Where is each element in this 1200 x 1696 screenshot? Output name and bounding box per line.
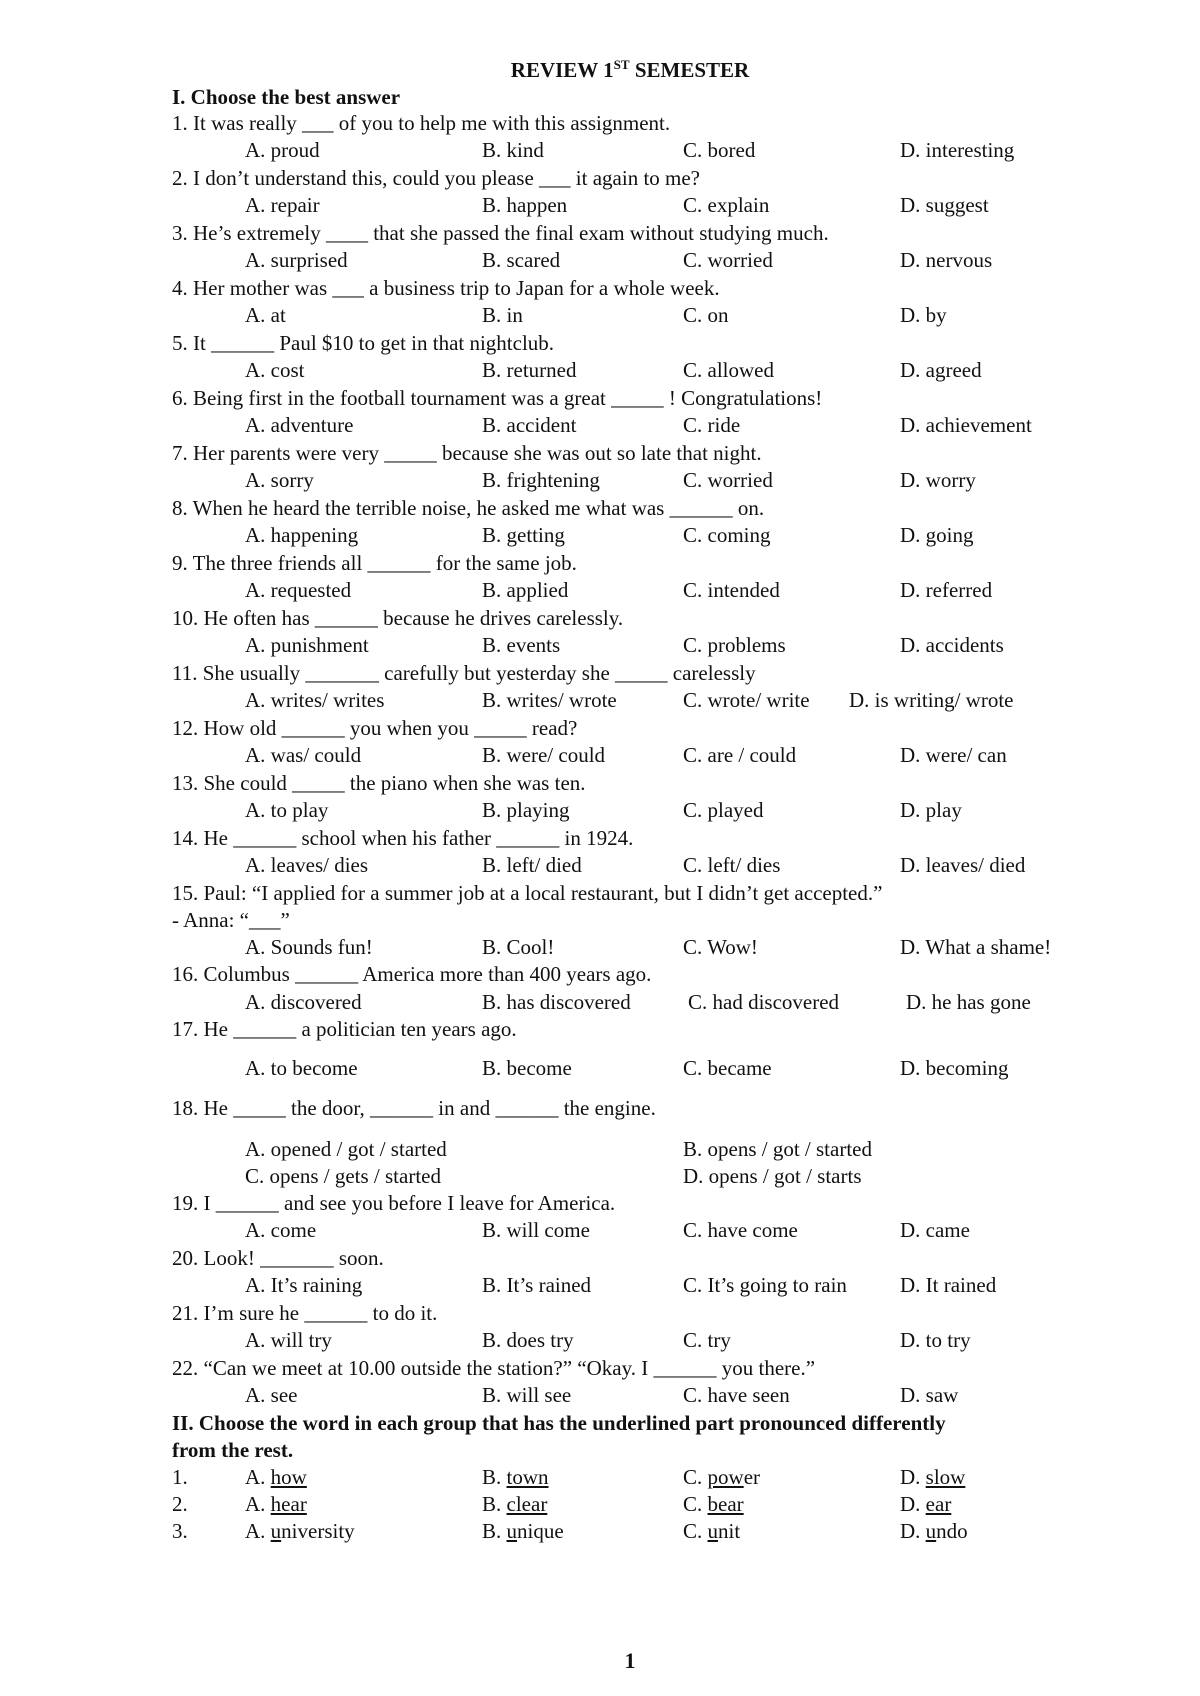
q6-option-b: B. accident (482, 413, 577, 437)
q2-option-d: D. suggest (900, 193, 989, 217)
section-2-heading: II. Choose the word in each group that has the underlined part pronounced differently (172, 1411, 946, 1435)
q15-option-d: D. What a shame! (900, 935, 1052, 959)
q2-option-a: A. repair (245, 193, 320, 217)
q3-option-c: C. worried (683, 248, 773, 272)
q21-option-c: C. try (683, 1328, 731, 1352)
q12-option-a: A. was/ could (245, 743, 362, 767)
pron-row-1-number: 1. (172, 1465, 188, 1489)
question-5: 5. It ______ Paul $10 to get in that nightclub. (172, 331, 555, 355)
question-15-reply: - Anna: “___” (172, 908, 290, 932)
q5-option-c: C. allowed (683, 358, 774, 382)
q10-option-c: C. problems (683, 633, 786, 657)
q19-option-d: D. came (900, 1218, 970, 1242)
q17-option-b: B. become (482, 1056, 572, 1080)
q5-option-b: B. returned (482, 358, 577, 382)
q5-option-a: A. cost (245, 358, 305, 382)
q2-option-c: C. explain (683, 193, 770, 217)
q1-option-b: B. kind (482, 138, 544, 162)
question-18: 18. He _____ the door, ______ in and ______ the engine. (172, 1096, 656, 1120)
q11-option-d: D. is writing/ wrote (849, 688, 1014, 712)
q15-option-a: A. Sounds fun! (245, 935, 373, 959)
q18-option-a: A. opened / got / started (245, 1137, 447, 1161)
q18-option-c: C. opens / gets / started (245, 1164, 441, 1188)
q12-option-d: D. were/ can (900, 743, 1007, 767)
page-number: 1 (624, 1648, 636, 1673)
q9-option-d: D. referred (900, 578, 993, 602)
question-6: 6. Being first in the football tournament was a great _____ ! Congratulations! (172, 386, 823, 410)
q7-option-b: B. frightening (482, 468, 600, 492)
q8-option-b: B. getting (482, 523, 565, 547)
pron-row-3-number: 3. (172, 1519, 188, 1543)
question-3: 3. He’s extremely ____ that she passed the final exam without studying much. (172, 221, 829, 245)
q11-option-a: A. writes/ writes (245, 688, 385, 712)
question-22: 22. “Can we meet at 10.00 outside the station?” “Okay. I ______ you there.” (172, 1356, 816, 1380)
q9-option-b: B. applied (482, 578, 569, 602)
q9-option-a: A. requested (245, 578, 352, 602)
pron-1-option-b: B. town (482, 1465, 549, 1489)
question-8: 8. When he heard the terrible noise, he asked me what was ______ on. (172, 496, 765, 520)
pron-row-2-number: 2. (172, 1492, 188, 1516)
q10-option-d: D. accidents (900, 633, 1004, 657)
q17-option-d: D. becoming (900, 1056, 1009, 1080)
q4-option-d: D. by (900, 303, 947, 327)
q11-option-c: C. wrote/ write (683, 688, 810, 712)
title-text: REVIEW 1 (510, 58, 614, 82)
q17-option-c: C. became (683, 1056, 772, 1080)
q22-option-a: A. see (245, 1383, 298, 1407)
q13-option-c: C. played (683, 798, 764, 822)
question-19: 19. I ______ and see you before I leave for America. (172, 1191, 616, 1215)
q19-option-b: B. will come (482, 1218, 590, 1242)
pron-2-option-b: B. clear (482, 1492, 548, 1516)
q11-option-b: B. writes/ wrote (482, 688, 617, 712)
q3-option-d: D. nervous (900, 248, 993, 272)
question-14: 14. He ______ school when his father ______ in 1924. (172, 826, 634, 850)
question-1: 1. It was really ___ of you to help me with this assignment. (172, 111, 671, 135)
q12-option-b: B. were/ could (482, 743, 606, 767)
q15-option-b: B. Cool! (482, 935, 555, 959)
question-4: 4. Her mother was ___ a business trip to Japan for a whole week. (172, 276, 720, 300)
q9-option-c: C. intended (683, 578, 780, 602)
pron-3-option-d: D. undo (900, 1519, 968, 1543)
q22-option-c: C. have seen (683, 1383, 790, 1407)
q4-option-a: A. at (245, 303, 286, 327)
question-12: 12. How old ______ you when you _____ read? (172, 716, 578, 740)
q6-option-d: D. achievement (900, 413, 1032, 437)
q5-option-d: D. agreed (900, 358, 982, 382)
q17-option-a: A. to become (245, 1056, 358, 1080)
q13-option-d: D. play (900, 798, 962, 822)
q13-option-b: B. playing (482, 798, 570, 822)
q3-option-a: A. surprised (245, 248, 348, 272)
pron-1-option-d: D. slow (900, 1465, 966, 1489)
pron-2-option-a: A. hear (245, 1492, 307, 1516)
question-2: 2. I don’t understand this, could you please ___ it again to me? (172, 166, 701, 190)
question-16: 16. Columbus ______ America more than 400 years ago. (172, 962, 652, 986)
q1-option-d: D. interesting (900, 138, 1015, 162)
q14-option-d: D. leaves/ died (900, 853, 1026, 877)
q7-option-c: C. worried (683, 468, 773, 492)
q8-option-c: C. coming (683, 523, 771, 547)
q20-option-b: B. It’s rained (482, 1273, 592, 1297)
question-13: 13. She could _____ the piano when she was ten. (172, 771, 586, 795)
q18-option-b: B. opens / got / started (683, 1137, 872, 1161)
q16-option-a: A. discovered (245, 990, 362, 1014)
q16-option-b: B. has discovered (482, 990, 631, 1014)
section-2-heading-cont: from the rest. (172, 1438, 294, 1462)
q21-option-a: A. will try (245, 1328, 332, 1352)
pron-2-option-d: D. ear (900, 1492, 952, 1516)
q6-option-a: A. adventure (245, 413, 354, 437)
q14-option-b: B. left/ died (482, 853, 582, 877)
q21-option-d: D. to try (900, 1328, 971, 1352)
q18-option-d: D. opens / got / starts (683, 1164, 862, 1188)
q20-option-d: D. It rained (900, 1273, 997, 1297)
question-11: 11. She usually _______ carefully but yesterday she _____ carelessly (172, 661, 756, 685)
q7-option-a: A. sorry (245, 468, 314, 492)
q19-option-c: C. have come (683, 1218, 798, 1242)
q16-option-c: C. had discovered (688, 990, 840, 1014)
section-1-heading: I. Choose the best answer (172, 85, 401, 109)
q2-option-b: B. happen (482, 193, 568, 217)
question-17: 17. He ______ a politician ten years ago. (172, 1017, 517, 1041)
pron-1-option-c: C. power (683, 1465, 761, 1489)
question-7: 7. Her parents were very _____ because she was out so late that night. (172, 441, 762, 465)
q12-option-c: C. are / could (683, 743, 797, 767)
q13-option-a: A. to play (245, 798, 329, 822)
q4-option-c: C. on (683, 303, 729, 327)
question-20: 20. Look! _______ soon. (172, 1246, 384, 1270)
q20-option-c: C. It’s going to rain (683, 1273, 847, 1297)
q22-option-b: B. will see (482, 1383, 572, 1407)
q10-option-a: A. punishment (245, 633, 369, 657)
question-21: 21. I’m sure he ______ to do it. (172, 1301, 438, 1325)
q22-option-d: D. saw (900, 1383, 959, 1407)
q20-option-a: A. It’s raining (245, 1273, 363, 1297)
question-15: 15. Paul: “I applied for a summer job at a local restaurant, but I didn’t get accepted.” (172, 881, 883, 905)
q14-option-a: A. leaves/ dies (245, 853, 369, 877)
q1-option-c: C. bored (683, 138, 756, 162)
q8-option-a: A. happening (245, 523, 359, 547)
q16-option-d: D. he has gone (906, 990, 1031, 1014)
q21-option-b: B. does try (482, 1328, 574, 1352)
q4-option-b: B. in (482, 303, 523, 327)
page-title (0, 57, 1200, 83)
title-superscript: ST (613, 57, 630, 72)
question-10: 10. He often has ______ because he drives carelessly. (172, 606, 624, 630)
q6-option-c: C. ride (683, 413, 741, 437)
pron-2-option-c: C. bear (683, 1492, 744, 1516)
q1-option-a: A. proud (245, 138, 320, 162)
title-rest: SEMESTER (629, 58, 750, 82)
pron-1-option-a: A. how (245, 1465, 307, 1489)
pron-3-option-c: C. unit (683, 1519, 741, 1543)
question-9: 9. The three friends all ______ for the same job. (172, 551, 577, 575)
q19-option-a: A. come (245, 1218, 317, 1242)
q3-option-b: B. scared (482, 248, 561, 272)
q15-option-c: C. Wow! (683, 935, 758, 959)
q8-option-d: D. going (900, 523, 974, 547)
q10-option-b: B. events (482, 633, 561, 657)
q7-option-d: D. worry (900, 468, 976, 492)
pron-3-option-a: A. university (245, 1519, 355, 1543)
pron-3-option-b: B. unique (482, 1519, 564, 1543)
q14-option-c: C. left/ dies (683, 853, 781, 877)
